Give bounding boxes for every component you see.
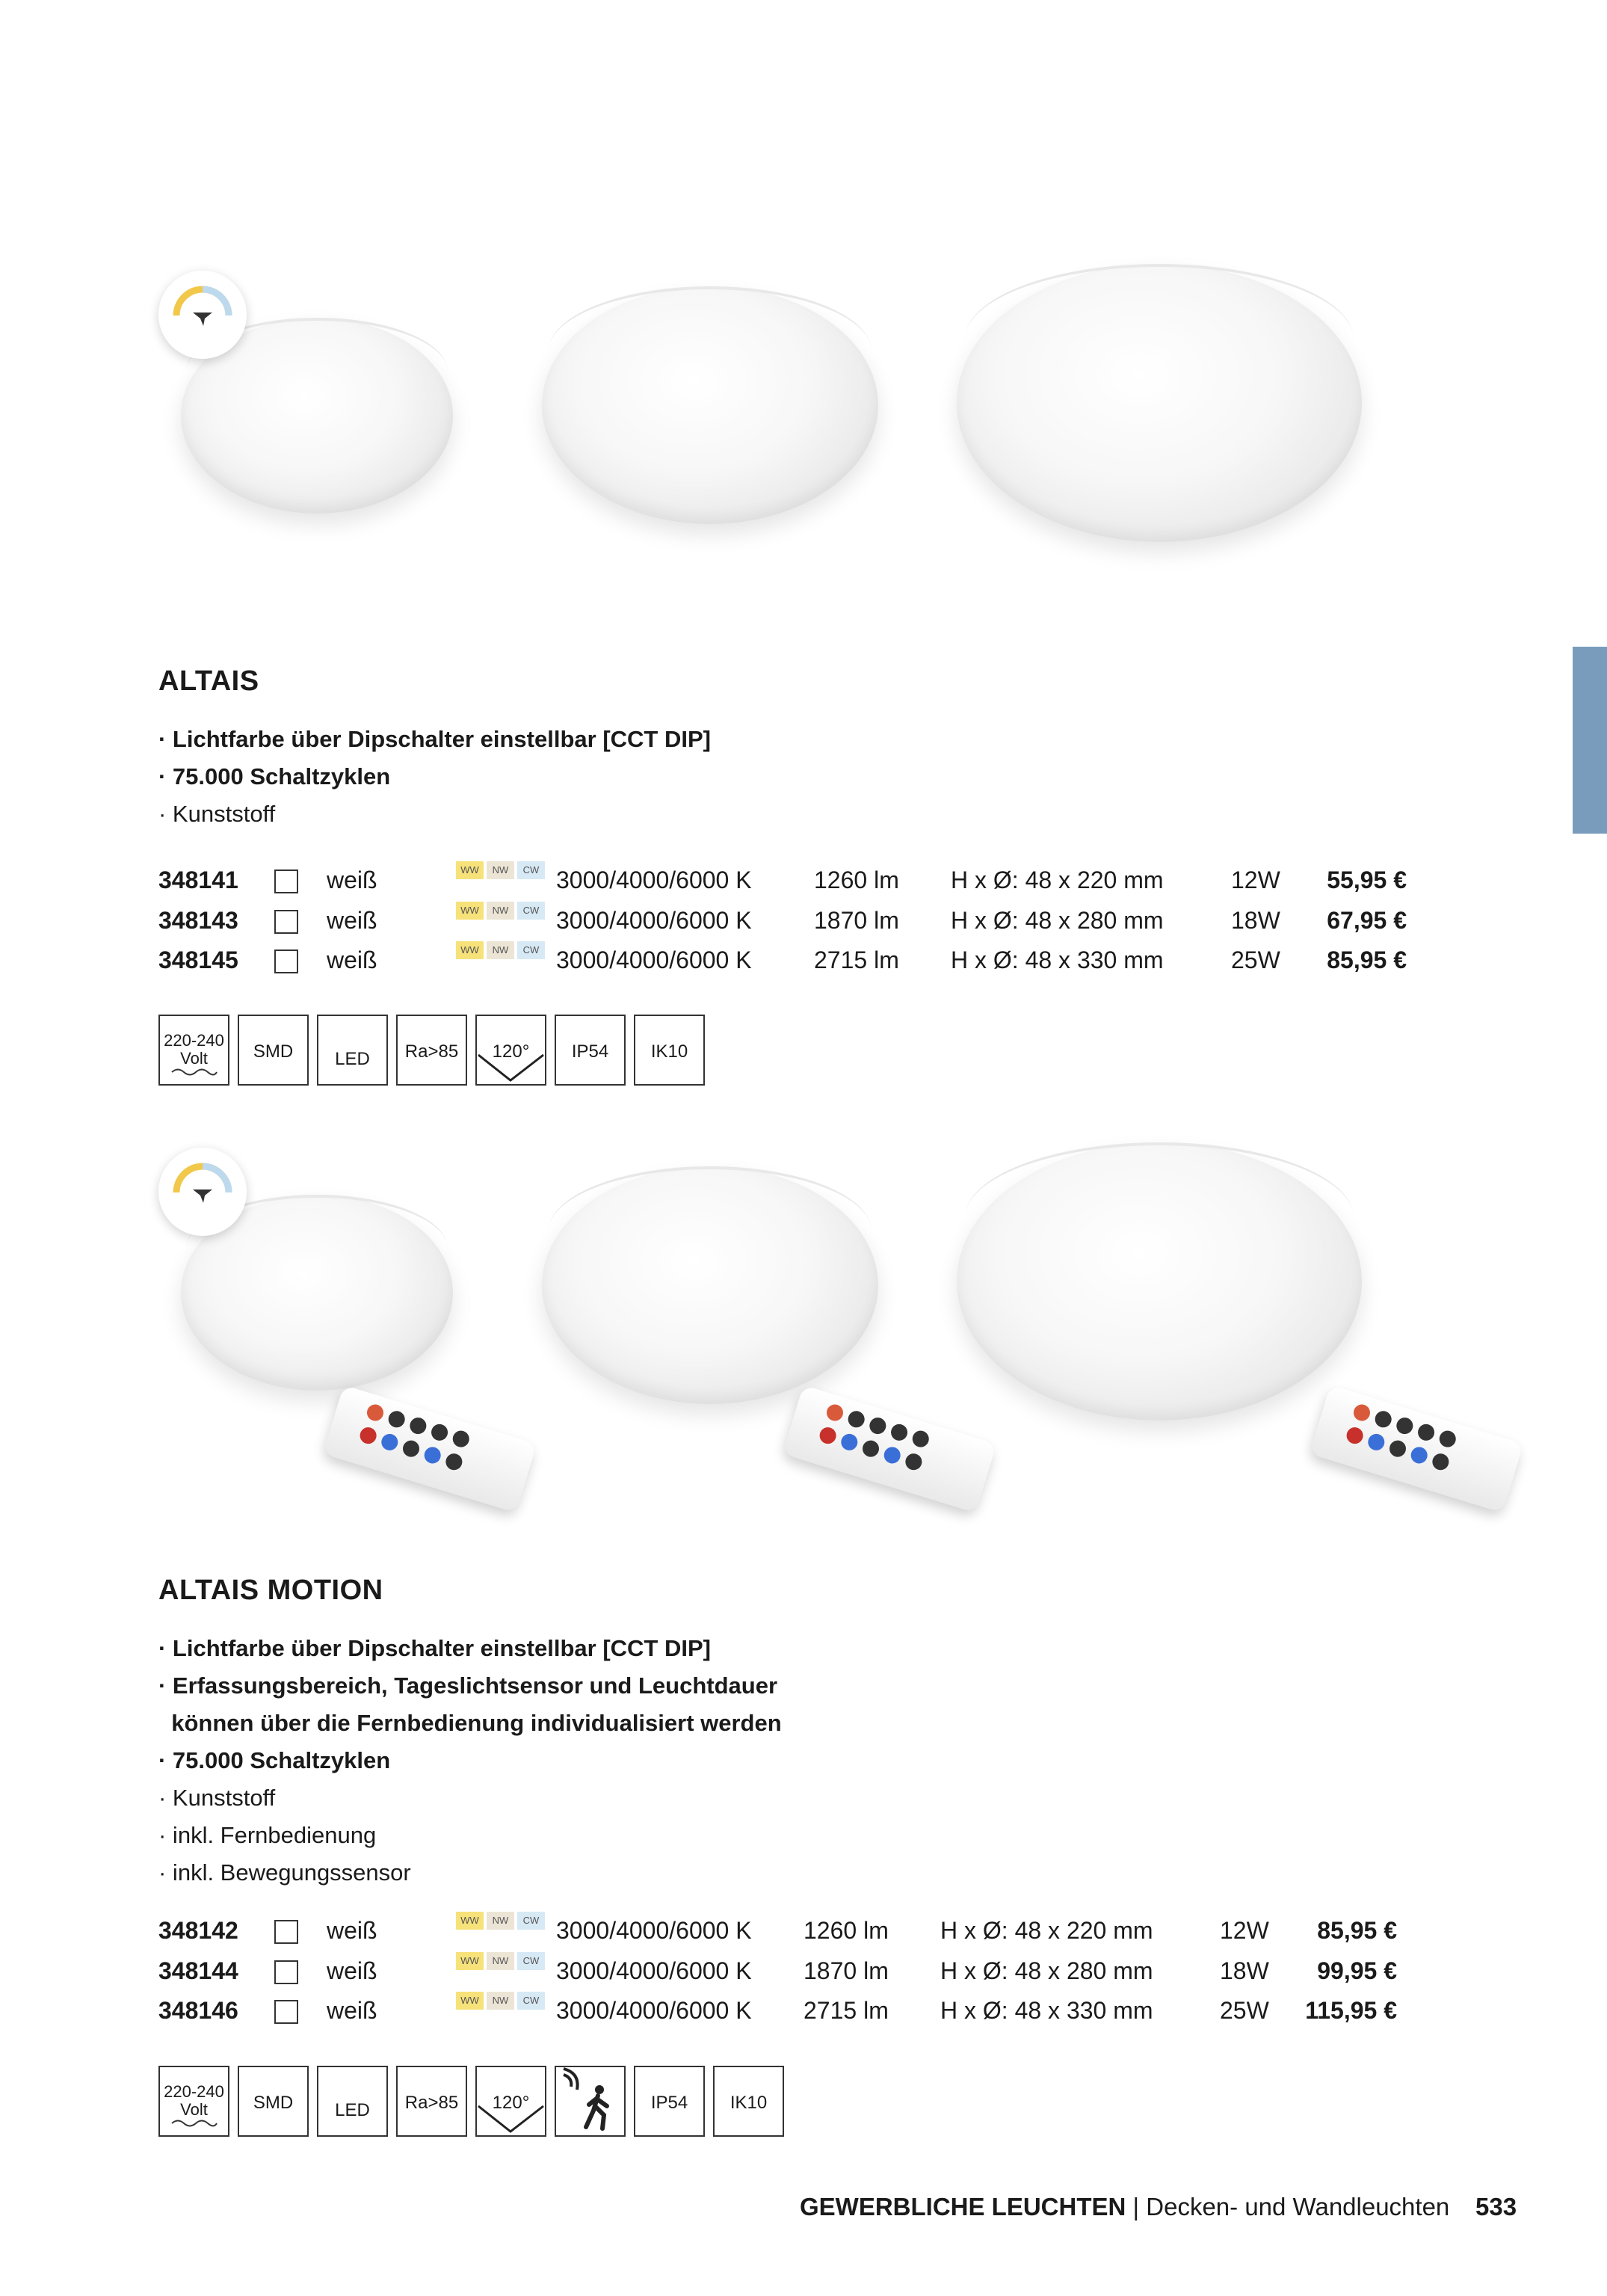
section-title: ALTAIS MOTION — [158, 1575, 383, 1606]
light-color-tag-nw: NW — [487, 902, 514, 920]
ceiling-lamp-medium — [542, 1166, 878, 1404]
feature-list — [158, 1630, 782, 1892]
ceiling-lamp-large — [957, 264, 1362, 542]
product-row — [158, 902, 1429, 939]
voltage-unit: Volt — [180, 2100, 208, 2119]
order-checkbox[interactable] — [274, 2000, 298, 2024]
feature-item: · Erfassungsbereich, Tageslichtsensor und Leuchtdauer — [158, 1672, 778, 1699]
order-checkbox[interactable] — [274, 1920, 298, 1944]
voltage-icon — [158, 2066, 229, 2137]
led-icon — [317, 1015, 388, 1086]
luminous-flux: 2715 lm — [814, 947, 899, 973]
cct-dial-icon — [158, 271, 247, 359]
ik-rating-label: IK10 — [650, 1041, 688, 1062]
dimensions: H x Ø: 48 x 280 mm — [951, 907, 1164, 934]
order-checkbox[interactable] — [274, 950, 298, 973]
feature-item: · inkl. Bewegungssensor — [158, 1859, 411, 1886]
price: 115,95 € — [1305, 1997, 1397, 2024]
product-row — [158, 1912, 1429, 1949]
voltage-unit: Volt — [180, 1049, 208, 1068]
article-number: 348142 — [158, 1917, 238, 1944]
ip-rating-label: IP54 — [650, 2093, 688, 2113]
product-row — [158, 1952, 1429, 1989]
light-color-tag-cw: CW — [517, 1912, 545, 1930]
light-color-tag-ww: WW — [456, 1952, 484, 1970]
voltage-range: 220-240 — [164, 1031, 224, 1050]
remote-control — [323, 1385, 537, 1513]
feature-item: · Lichtfarbe über Dipschalter einstellbar [CCT DIP] — [158, 1635, 711, 1661]
light-color-tag-ww: WW — [456, 902, 484, 920]
product-row — [158, 1992, 1429, 2029]
feature-item: · 75.000 Schaltzyklen — [158, 1747, 391, 1773]
feature-item: · 75.000 Schaltzyklen — [158, 763, 391, 790]
led-label: LED — [335, 1049, 370, 1069]
wattage: 25W — [1220, 1997, 1269, 2024]
light-color-tag-ww: WW — [456, 941, 484, 959]
article-number: 348141 — [158, 867, 238, 893]
footer-separator: | — [1132, 2193, 1140, 2220]
color-value: weiß — [327, 1997, 377, 2024]
luminous-flux: 1870 lm — [804, 1957, 889, 1984]
color-value: weiß — [327, 867, 377, 893]
beam-angle-label: 120° — [492, 1041, 530, 1062]
wattage: 12W — [1231, 867, 1280, 893]
light-color-tag-cw: CW — [517, 941, 545, 959]
light-color-tag-cw: CW — [517, 1952, 545, 1970]
dimensions: H x Ø: 48 x 280 mm — [940, 1957, 1153, 1984]
color-value: weiß — [327, 907, 377, 934]
light-color-tag-nw: NW — [487, 1952, 514, 1970]
light-color-tag-nw: NW — [487, 1912, 514, 1930]
light-color-tag-ww: WW — [456, 861, 484, 879]
voltage-icon — [158, 1015, 229, 1086]
color-temperature: 3000/4000/6000 K — [556, 907, 752, 934]
voltage-range: 220-240 — [164, 2082, 224, 2101]
article-number: 348145 — [158, 947, 238, 973]
motion-sensor-icon — [555, 2066, 626, 2137]
luminous-flux: 2715 lm — [804, 1997, 889, 2024]
ik-rating-label: IK10 — [730, 2093, 768, 2113]
article-number: 348144 — [158, 1957, 238, 1984]
dimensions: H x Ø: 48 x 330 mm — [940, 1997, 1153, 2024]
light-color-tag-cw: CW — [517, 902, 545, 920]
wattage: 18W — [1220, 1957, 1269, 1984]
article-number: 348143 — [158, 907, 238, 934]
section-title: ALTAIS — [158, 665, 259, 697]
light-color-tag-nw: NW — [487, 941, 514, 959]
order-checkbox[interactable] — [274, 910, 298, 934]
light-color-tag-nw: NW — [487, 1992, 514, 2010]
feature-list — [158, 721, 711, 833]
smd-label: SMD — [253, 2093, 294, 2113]
color-value: weiß — [327, 1957, 377, 1984]
light-color-tag-ww: WW — [456, 1912, 484, 1930]
light-color-tag-cw: CW — [517, 1992, 545, 2010]
color-value: weiß — [327, 947, 377, 973]
smd-icon — [238, 1015, 309, 1086]
dimensions: H x Ø: 48 x 220 mm — [940, 1917, 1153, 1944]
led-icon — [317, 2066, 388, 2137]
product-row — [158, 941, 1429, 979]
ra-icon — [396, 2066, 467, 2137]
price: 55,95 € — [1327, 867, 1407, 893]
ceiling-lamp-medium — [542, 286, 878, 524]
ik-rating-icon — [713, 2066, 784, 2137]
light-color-tag-ww: WW — [456, 1992, 484, 2010]
feature-item: können über die Fernbedienung individualisiert werden — [158, 1710, 782, 1736]
order-checkbox[interactable] — [274, 1960, 298, 1984]
remote-control — [783, 1385, 996, 1513]
wattage: 25W — [1231, 947, 1280, 973]
price: 99,95 € — [1317, 1957, 1397, 1984]
color-temperature: 3000/4000/6000 K — [556, 867, 752, 893]
luminous-flux: 1260 lm — [804, 1917, 889, 1944]
remote-control — [1310, 1385, 1523, 1513]
led-label: LED — [335, 2100, 370, 2120]
dimensions: H x Ø: 48 x 220 mm — [951, 867, 1164, 893]
article-number: 348146 — [158, 1997, 238, 2024]
page-number: 533 — [1475, 2193, 1517, 2220]
smd-label: SMD — [253, 1041, 294, 1062]
wattage: 12W — [1220, 1917, 1269, 1944]
feature-item: · inkl. Fernbedienung — [158, 1822, 377, 1848]
wattage: 18W — [1231, 907, 1280, 934]
color-temperature: 3000/4000/6000 K — [556, 1957, 752, 1984]
order-checkbox[interactable] — [274, 870, 298, 893]
luminous-flux: 1260 lm — [814, 867, 899, 893]
light-color-tag-nw: NW — [487, 861, 514, 879]
ip-rating-icon — [555, 1015, 626, 1086]
ra-label: Ra>85 — [404, 1041, 459, 1062]
cct-dial-icon — [158, 1148, 247, 1236]
product-row — [158, 861, 1429, 899]
color-temperature: 3000/4000/6000 K — [556, 1997, 752, 2024]
price: 85,95 € — [1317, 1917, 1397, 1944]
feature-item: · Kunststoff — [158, 801, 276, 827]
luminous-flux: 1870 lm — [814, 907, 899, 934]
ra-icon — [396, 1015, 467, 1086]
ip-rating-icon — [634, 2066, 705, 2137]
price: 67,95 € — [1327, 907, 1407, 934]
beam-angle-label: 120° — [492, 2093, 530, 2113]
ip-rating-label: IP54 — [571, 1041, 609, 1062]
smd-icon — [238, 2066, 309, 2137]
feature-item: · Kunststoff — [158, 1785, 276, 1811]
light-color-tag-cw: CW — [517, 861, 545, 879]
chapter-side-tab — [1573, 647, 1607, 834]
ik-rating-icon — [634, 1015, 705, 1086]
beam-angle-icon — [475, 2066, 546, 2137]
price: 85,95 € — [1327, 947, 1407, 973]
color-temperature: 3000/4000/6000 K — [556, 947, 752, 973]
footer-category: GEWERBLICHE LEUCHTEN — [800, 2193, 1126, 2220]
footer-subcategory: Decken- und Wandleuchten — [1146, 2193, 1450, 2220]
dimensions: H x Ø: 48 x 330 mm — [951, 947, 1164, 973]
ceiling-lamp-large — [957, 1142, 1362, 1421]
color-value: weiß — [327, 1917, 377, 1944]
footer — [800, 2192, 1449, 2222]
feature-item: · Lichtfarbe über Dipschalter einstellbar [CCT DIP] — [158, 726, 711, 752]
beam-angle-icon — [475, 1015, 546, 1086]
ra-label: Ra>85 — [404, 2093, 459, 2113]
color-temperature: 3000/4000/6000 K — [556, 1917, 752, 1944]
